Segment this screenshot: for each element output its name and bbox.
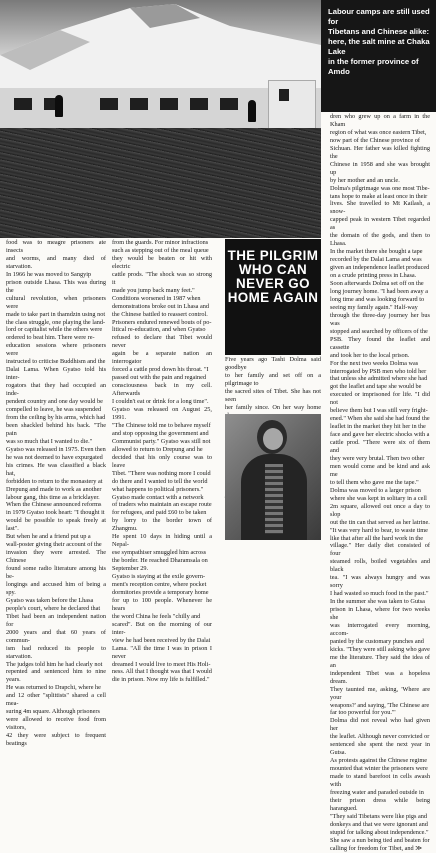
window [14,98,32,110]
window [220,98,238,110]
worker-figure [55,95,63,117]
salt-field [0,128,321,238]
worker-figure [248,100,256,122]
portrait-face [263,428,283,450]
window [160,98,178,110]
article-column-2: from the guards. For minor infractions such as stepping out of the meal queue they would be beaten or hit with electric cattle prods. "The shock was so strong it made you jump back many feet." Conditions worsened in 1987 when demonstrations broke out in Lhasa and the Chinese battled to reassert control. Prisoners endured renewed bouts of po- litical re-education, and when Gyatso refused to declare that Tibet would never again be a separate nation an interrogator forced a cattle prod down his throat. "I passed out with the pain and regained consciousness back in my cell. Afterwards I couldn't eat or drink for a long time". Gyatso was released on August 25, 1991. "The Chinese told me to behave myself and stop opposing the government and Communist party." Gyatso was still not allowed to return to Drepung and he decided that his only course was to leave Tibet. "There was nothing more I could do there and I wanted to tell the world what happens to political prisoners." Gyatso made contact with a network of traders who maintain an escape route for refugees, and paid £60 to be taken by lorry to the border town of Zhangmu. He spent 10 days in hiding until a Nepal- ese sympathiser smuggled him across the border. He reached Dharamsala on September 29. Gyatso is staying at the exile govern- ment's reception centre, where pocket dormitories provide a temporary home for up to 100 people. Whenever he hears the word China he feels "chilly and scared". But on the morning of our inter- view he had been received by the Dalai Lama. "All the time I was in prison I never dreamed I would live to meet His Holi- ness. All that I thought was that I would die in prison. Now my life is fulfilled." [112,239,212,684]
portrait-scarf [265,464,283,534]
portrait-photo [225,414,321,540]
window [100,98,118,110]
article-column-3: Five years ago Tashi Dolma said goodbye to her family and set off on a pilgrimage to the sacred sites of Tibet. She has not seen her family since. On her way home [225,356,321,411]
headline: THE PILGRIM WHO CAN NEVER GO HOME AGAIN [225,239,321,355]
salt-mine-photo [0,0,321,238]
article-column-4: dren who grew up on a farm in the Kham region of what was once eastern Tibet, now part of the Chinese province of Sichuan. Her father was killed fighting the Chinese in 1958 and she was brought up by her mother and an uncle. Dolma's pilgrimage was one most Tibe- tans hope to make at least once in their lives. She travelled to Mt Kailash, a snow- capped peak in western Tibet regarded as the domain of the gods, and then to Lhasa. In the market there she bought a tape recorded by the Dalai Lama and was given an independence leaflet produced on a crude printing press in Lhasa. Soon afterwards Dolma set off on the long journey home. "I had been away a long time and was looking forward to seeing my family again." Half-way through the three-day journey her bus was stopped and searched by officers of the PSB. They found the leaflet and cassette and took her to the local prison. For the next two weeks Dolma was interrogated by PSB men who told her that unless she admitted where she had got the leaflet and tape she would be executed or imprisoned for life. "I did not believe them but I was still very fright- ened." When she said she had found the leaflet in the market they hit her in the face and gave her electric shocks with a cattle prod. "There were six of them and they were very brutal. Then two other men would come and be kind and ask me to tell them who gave me the tape." Dolma was moved to a larger prison where she was kept in solitary in a cell 2m square, allowed out once a day to slop out the tin can that served as her latrine. "It was very hard to bear, to waste time like that after all the hard work in the village." Her daily diet consisted of four steamed rolls, boiled vegetables and black tea. "I was always hungry and was sorry I had wasted so much food in the past." In the summer she was taken to Gutsa prison in Lhasa, where for two weeks she was interrogated every morning, accom- panied by the customary punches and kicks. "They were still asking who gave me the literature. They said the idea of an independent Tibet was a hopeless dream. They taunted me, asking, 'Where are your weapons?' and saying, 'The Chinese are far too powerful for you.'" Dolma did not reveal who had given her the leaflet. Although never convicted or sentenced she spent the next year in Gutsa. As protests against the Chinese regime mounted that winter the prisoners were made to stand barefoot in cells awash with freezing water and paraded outside in their prison dress while being harangued. "They said Tibetans were like pigs and donkeys and that we were ignorant and stupid for talking about independence." She saw a nun being tied and beaten for calling for freedom for Tibet, and ≫ [330,113,430,852]
watch-tower [268,80,316,130]
window [279,89,289,101]
article-column-1: food was to meagre prisoners ate insects and worms, and many died of starvation. In 1966 he was moved to Sangyip prison outside Lhasa. This was during the cultural revolution, when prisoners were made to take part in thamdzin using not the class struggle, one playing the land- lord or capitalist while the others were ordered to beat him. There were re- education sessions where prisoners were instructed to criticise Buddhism and the Dalai Lama. When Gyatso told his inter- rogators that they had occupied an inde- pendent country and one day would be compelled to leave, he was suspended from the ceiling by his arms, which had been shackled behind his back. "The pain was so much that I wanted to die." Gyatso was released in 1975. Even then he was not deemed to have expurgated his crimes. He was classified a black hat, forbidden to return to the monastery at Drepung and made to work as another labour gang, this time as a bricklayer. When the Chinese announced reforms in 1979 Gyatso took heart: "I thought it would be possible to speak freely at last". But when he and a friend put up a wall-poster giving their account of the invasion they were arrested. The Chinese found some radio literature among his be- longings and accused him of being a spy. Gyatso was taken before the Lhasa people's court, where he declared that Tibet had been an independent nation for 2000 years and that 60 years of commun- ism had reduced its people to starvation. The judges told him he had clearly not repented and sentenced him to nine years. He was returned to Drapchi, where he and 12 other "splittists" shared a cell mea- suring 4m square. Although prisoners were allowed to receive food from visitors, 42 they were subject to frequent beatings [6,239,106,748]
window [130,98,148,110]
photo-caption: Labour camps are still used for Tibetans and Chinese alike: here, the salt mine at Chaka Lake in the former province of Amdo [321,0,436,112]
window [190,98,208,110]
